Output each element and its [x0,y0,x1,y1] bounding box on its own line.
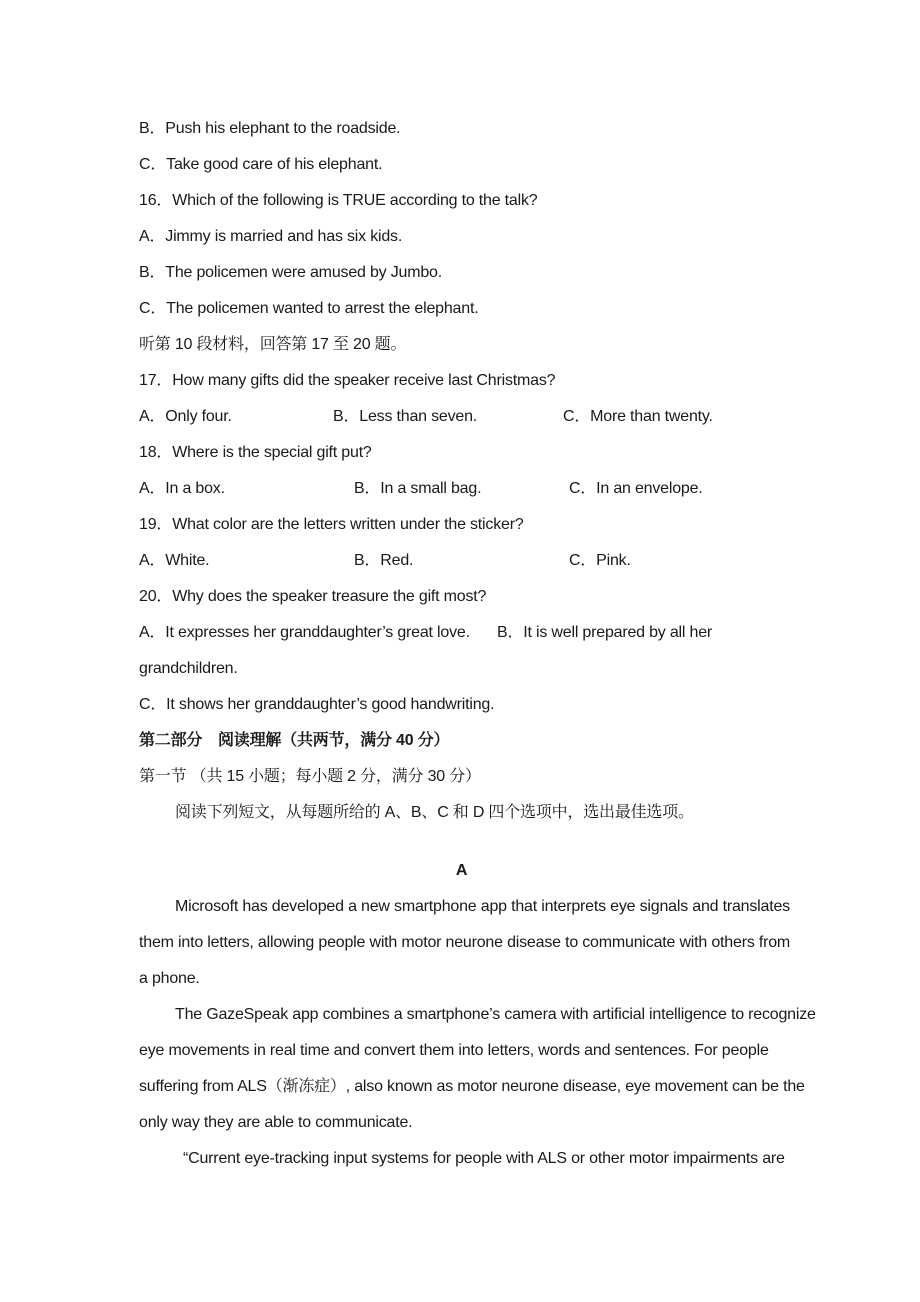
q19-option-a: A．White. [139,552,210,569]
q20-option-b-line1: B．It is well prepared by all her [497,624,713,641]
q15-option-b: B．Push his elephant to the roadside. [139,120,401,137]
q16-option-b: B．The policemen were amused by Jumbo. [139,264,442,281]
q18-option-b: B．In a small bag. [354,480,482,497]
q20-option-a: A．It expresses her granddaughter’s great love. [139,624,470,641]
reading-instruction: 阅读下列短文，从每题所给的 A、B、C 和 D 四个选项中，选出最佳选项。 [175,804,694,821]
exam-content [139,111,816,1177]
reading-part-header: 第二部分 阅读理解（共两节，满分 40 分） [139,732,450,749]
passage-label: A [455,862,468,879]
q18-option-c: C．In an envelope. [569,480,703,497]
q18-option-a: A．In a box. [139,480,225,497]
q16-option-c: C．The policemen wanted to arrest the elephant. [139,300,479,317]
q19-question: 19．What color are the letters written under the sticker? [139,516,524,533]
listening-section-instruction: 听第 10 段材料，回答第 17 至 20 题。 [139,336,407,353]
q16-question: 16．Which of the following is TRUE according to the talk? [139,192,538,209]
q20-question: 20．Why does the speaker treasure the gift most? [139,588,487,605]
q18-options-row [139,471,784,507]
q16-option-a: A．Jimmy is married and has six kids. [139,228,403,245]
q20-option-b-line2: grandchildren. [139,660,238,677]
passage-paragraph3-line1: “Current eye-tracking input systems for people with ALS or other motor impairments are [183,1150,785,1167]
q19-option-b: B．Red. [354,552,414,569]
reading-section-header: 第一节 （共 15 小题；每小题 2 分，满分 30 分） [139,768,481,785]
q18-question: 18．Where is the special gift put? [139,444,372,461]
q19-options-row [139,543,784,579]
q17-options-row [139,399,784,435]
passage-paragraph1-line2: them into letters, allowing people with motor neurone disease to communicate with others from [139,934,791,951]
q19-option-c: C．Pink. [569,552,631,569]
passage-paragraph2-line1: The GazeSpeak app combines a smartphone’s camera with artificial intelligence to recognize [175,1006,816,1023]
passage-paragraph2-line3: suffering from ALS（渐冻症）, also known as motor neurone disease, eye movement can be the [139,1078,805,1095]
q17-option-b: B．Less than seven. [333,408,478,425]
q17-option-c: C．More than twenty. [563,408,713,425]
passage-paragraph2-line4: only way they are able to communicate. [139,1114,413,1131]
q20-option-c: C．It shows her granddaughter’s good handwriting. [139,696,495,713]
q17-question: 17．How many gifts did the speaker receive last Christmas? [139,372,556,389]
passage-paragraph1-line3: a phone. [139,970,200,987]
passage-paragraph2-line2: eye movements in real time and convert them into letters, words and sentences. For people [139,1042,769,1059]
q20-options-row [139,615,784,651]
q15-option-c: C．Take good care of his elephant. [139,156,383,173]
passage-paragraph1-line1: Microsoft has developed a new smartphone app that interprets eye signals and translates [175,898,790,915]
q17-option-a: A．Only four. [139,408,232,425]
